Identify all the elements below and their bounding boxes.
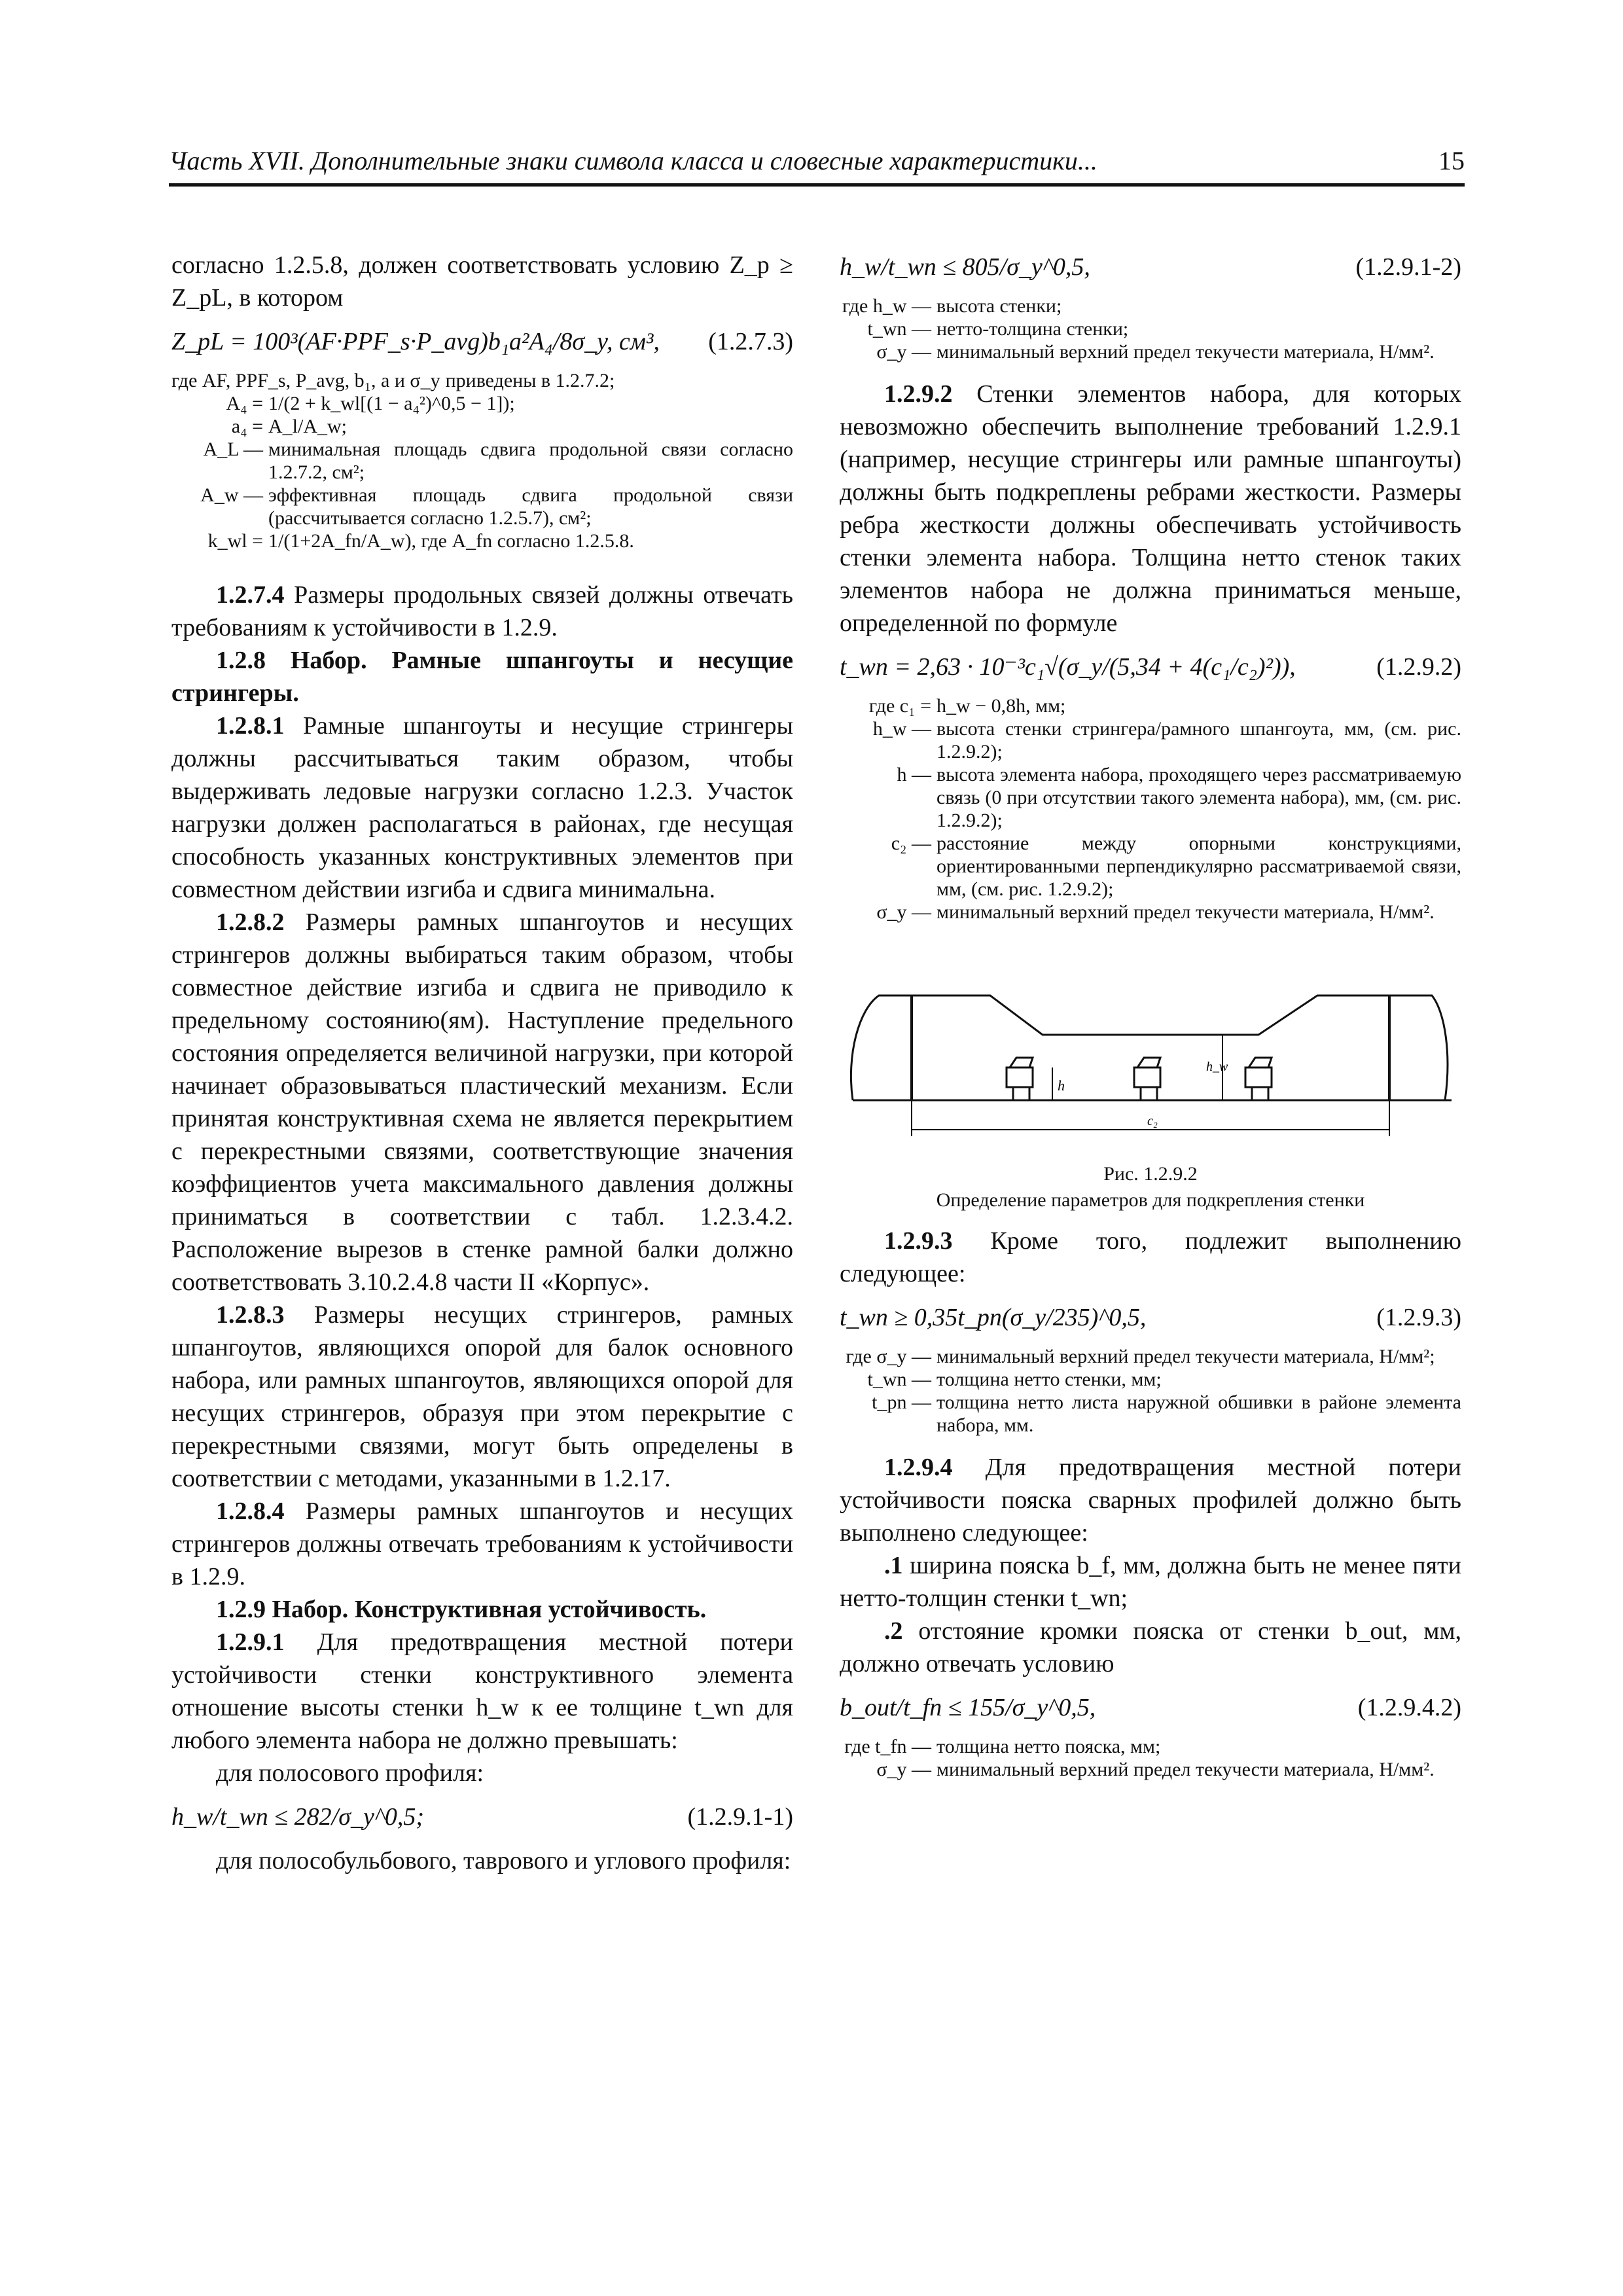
section-1-2-8-1 [171,709,793,906]
note-text: минимальный верхний предел текучести материала, Н/мм². [936,901,1435,923]
section-text: Размеры рамных шпангоутов и несущих стрингеров должны выбираться таким образом, чтобы совместное действие изгиба и сдвига не приводило к предельному состоянию(ям). Наступление предельного состояния определяется величиной нагрузки, при которой начинает образовываться пластический механизм. Если принятая конструктивная схема не является перекрытием с перекрестными связями, соответствующие значения коэффициентов учета максимального давления должны приниматься в соответствии с табл. 1.2.3.4.2. Расположение вырезов в стенке рамной балки должно соответствовать 3.10.2.4.8 части II «Корпус». [171,908,793,1296]
note-key: σ_y — [876,341,931,363]
section-text: Рамные шпангоуты и несущие стрингеры должны рассчитываться таким образом, чтобы выдерживать ледовые нагрузки согласно 1.2.3. Участок нагрузки должен располагаться в районах, где несущая способность указанных конструктивных элементов при совместном действии изгиба и сдвига минимальна. [171,712,793,903]
heading-1-2-8: 1.2.8 Набор. Рамные шпангоуты и несущие стрингеры. [171,647,793,707]
section-1-2-9-1 [171,1626,793,1757]
shell-plating [851,996,1448,1100]
section-number: 1.2.9.1 [216,1628,285,1656]
formula-text: Z_pL = 100³(AF·PPF_s·P_avg)b₁a²A₄/8σ_y, см³, [171,328,660,355]
stiffener-diagram [840,950,1461,1146]
formula-1-2-9-1-2 [840,249,1461,285]
section-number: 1.2.8.2 [216,908,285,936]
note-text: 1/(2 + k_wl[(1 − a₄²)^0,5 − 1]); [268,393,515,414]
notes-1-2-7-3 [171,369,793,552]
section-number: 1.2.7.4 [216,581,285,609]
section-number: 1.2.9.3 [884,1227,953,1255]
formula-1-2-9-1-1 [171,1799,793,1835]
section-number: 1.2.8.4 [216,1498,285,1525]
page-number: 15 [1438,146,1465,175]
note-text: высота стенки стрингера/рамного шпангоута, мм, (см. рис. 1.2.9.2); [936,718,1461,762]
note-text: приведены в 1.2.7.2; [445,370,615,391]
note-key: где c₁ = [868,695,931,717]
section-1-2-8-3 [171,1299,793,1495]
note-key: A_w — [200,484,263,506]
stiffener-2 [1134,1058,1160,1100]
notes-1-2-9-4-2 [840,1735,1461,1781]
note-text: нетто-толщина стенки; [936,318,1129,340]
formula-number: (1.2.9.1-2) [1355,253,1461,281]
figure-subcaption: Определение параметров для подкрепления стенки [936,1189,1365,1211]
note-key: k_wl = [207,530,263,552]
note-key: t_wn — [867,318,931,340]
note-key: σ_y — [876,901,931,923]
note-key: h — [897,764,931,785]
section-text: Стенки элементов набора, для которых невозможно обеспечить выполнение требований 1.2.9.1 (например, несущие стрингеры или рамные шпангоуты) должны быть подкреплены ребрами жесткости. Размеры ребра жесткости должны обеспечивать устойчивость стенки элемента набора. Толщина нетто стенок таких элементов набора не должна приниматься меньше, определенной по формуле [840,380,1462,637]
formula-text: h_w/t_wn ≤ 805/σ_y^0,5, [840,253,1090,281]
note-text: h_w − 0,8h, мм; [936,695,1066,717]
formula-1-2-9-3 [840,1299,1461,1336]
strip-profile-label: для полосового профиля: [216,1759,484,1787]
note-key: где AF, PPF_s, P_avg, b₁, a и σ_y [171,370,440,391]
section-1-2-9-4 [840,1451,1461,1549]
note-key: где σ_y — [846,1346,931,1367]
section-number: 1.2.9.2 [884,380,953,408]
note-key: где t_fn — [844,1736,931,1757]
formula-number: (1.2.9.2) [1376,653,1461,681]
figure-caption: Рис. 1.2.9.2 [1103,1163,1198,1185]
formula-text: b_out/t_fn ≤ 155/σ_y^0,5, [840,1694,1096,1721]
list-item-1 [840,1549,1461,1615]
formula-number: (1.2.9.3) [1376,1304,1461,1331]
formula-number: (1.2.9.1-1) [687,1803,793,1831]
note-text: минимальный верхний предел текучести материала, Н/мм²; [936,1346,1435,1367]
header-rule [169,183,1465,187]
note-text: расстояние между опорными конструкциями, ориентированными перпендикулярно рассматриваемой связи, мм, (см. рис. 1.2.9.2); [936,833,1461,900]
note-text: высота элемента набора, проходящего через рассматриваемую связь (0 при отсутствии такого элемента набора), мм, (см. рис. 1.2.9.2); [936,764,1461,831]
section-1-2-9-3 [840,1225,1461,1290]
note-text: минимальная площадь сдвига продольной связи согласно 1.2.7.2, см²; [268,439,793,483]
note-key: A_L — [203,439,263,460]
note-key: h_w — [872,718,931,740]
note-key: a₄ = [231,416,263,437]
formula-1-2-9-4-2 [840,1689,1461,1726]
note-text: минимальный верхний предел текучести материала, Н/мм². [936,341,1435,363]
section-1-2-9-2 [840,378,1461,639]
note-text: эффективная площадь сдвига продольной связи (рассчитывается согласно 1.2.5.7), см²; [268,484,793,529]
note-text: толщина нетто листа наружной обшивки в районе элемента набора, мм. [936,1391,1461,1436]
section-number: 1.2.8.1 [216,712,285,740]
stiffener-1 [1007,1058,1033,1100]
section-text: Размеры несущих стрингеров, рамных шпангоутов, являющихся опорой для балок основного набора, или рамных шпангоутов, являющихся опорой для несущих стрингеров, образуя при этом перекрытие с перекрестными связями, могут быть определены в соответствии с методами, указанными в 1.2.17. [171,1301,793,1492]
section-1-2-7-4 [171,579,793,644]
stiffener-3 [1245,1058,1272,1100]
formula-1-2-9-2 [840,649,1461,685]
section-1-2-8-2 [171,906,793,1299]
item-number: .2 [884,1617,903,1645]
note-key: где h_w — [842,295,931,317]
section-number: 1.2.9.4 [884,1454,953,1481]
note-key: σ_y — [876,1759,931,1780]
label-h: h [1058,1077,1065,1094]
paragraph-condition: согласно 1.2.5.8, должен соответствовать условию Z_p ≥ Z_pL, в котором [171,251,793,312]
item-number: .1 [884,1552,903,1579]
note-key: t_pn — [872,1391,931,1413]
formula-text: t_wn ≥ 0,35t_pn(σ_y/235)^0,5, [840,1304,1147,1331]
section-text: Для предотвращения местной потери устойчивости стенки конструктивного элемента отношение высоты стенки h_w к ее толщине t_wn для любого элемента набора не должно превышать: [171,1628,793,1754]
item-text: отстояние кромки пояска от стенки b_out, мм, должно отвечать условию [840,1617,1462,1677]
heading-1-2-9: 1.2.9 Набор. Конструктивная устойчивость. [216,1596,707,1623]
formula-number: (1.2.7.3) [708,328,793,355]
note-text: минимальный верхний предел текучести материала, Н/мм². [936,1759,1435,1780]
note-key: A₄ = [226,393,263,414]
notes-1-2-9-1-2 [840,295,1461,363]
section-number: 1.2.8.3 [216,1301,285,1329]
note-text: толщина нетто пояска, мм; [936,1736,1161,1757]
note-text: A_l/A_w; [268,416,347,437]
left-column [171,249,793,1877]
note-text: толщина нетто стенки, мм; [936,1369,1162,1390]
note-key: c₂ — [891,833,931,854]
item-text: ширина пояска b_f, мм, должна быть не менее пяти нетто-толщин стенки t_wn; [840,1552,1461,1612]
note-text: 1/(1+2A_fn/A_w), где A_fn согласно 1.2.5.8. [268,530,634,552]
note-text: высота стенки; [936,295,1062,317]
notes-1-2-9-3 [840,1345,1461,1437]
notes-1-2-9-2 [840,694,1461,924]
section-text: Размеры рамных шпангоутов и несущих стрингеров должны отвечать требованиям к устойчивости в 1.2.9. [171,1498,793,1590]
running-header [169,145,1465,178]
section-text: Кроме того, подлежит выполнению следующее: [840,1227,1462,1287]
header-title: Часть XVII. Дополнительные знаки символа класса и словесные характеристики... [169,146,1097,175]
figure-1-2-9-2 [840,950,1461,1211]
label-c2: c₂ [1147,1114,1158,1128]
formula-text: t_wn = 2,63 · 10⁻³c₁√(σ_y/(5,34 + 4(c₁/c₂)²)), [840,653,1296,681]
formula-number: (1.2.9.4.2) [1357,1694,1461,1721]
formula-1-2-7-3 [171,323,793,360]
bulb-profile-label: для полособульбового, таврового и углового профиля: [216,1847,791,1874]
list-item-2 [840,1615,1461,1680]
label-hw: h_w [1206,1060,1228,1074]
section-text: Размеры продольных связей должны отвечать требованиям к устойчивости в 1.2.9. [171,581,794,641]
right-column [840,249,1461,1781]
section-1-2-8-4 [171,1495,793,1593]
section-text: Для предотвращения местной потери устойчивости пояска сварных профилей должно быть выполнено следующее: [840,1454,1461,1547]
formula-text: h_w/t_wn ≤ 282/σ_y^0,5; [171,1803,425,1831]
note-key: t_wn — [867,1369,931,1390]
